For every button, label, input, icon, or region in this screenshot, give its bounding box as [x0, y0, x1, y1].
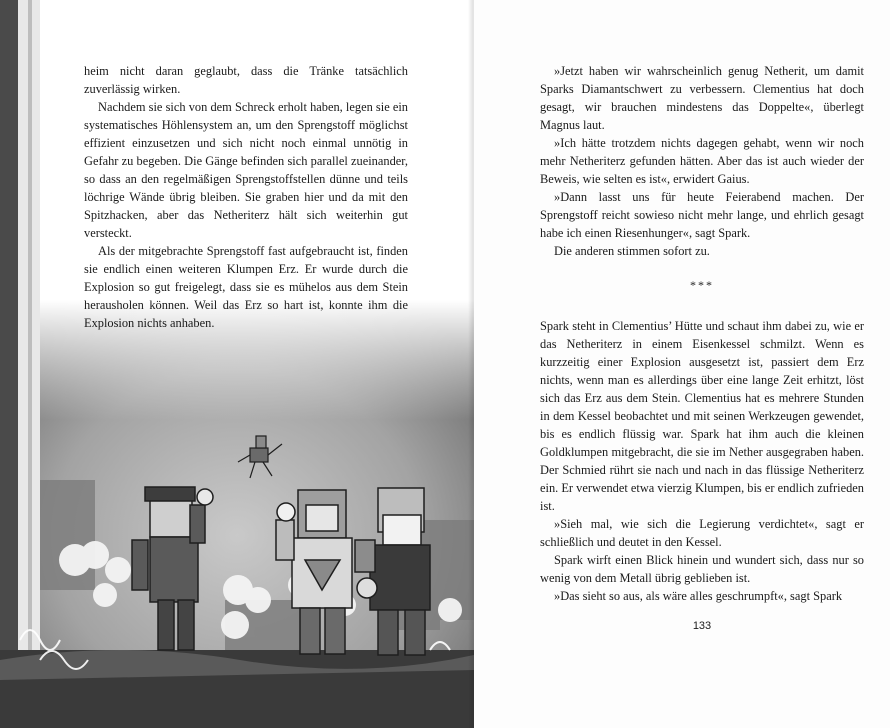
right-page-body-bottom [540, 317, 864, 605]
right-page-body-top [540, 62, 864, 260]
page-number: 133 [692, 620, 712, 632]
section-separator: *** [690, 278, 714, 292]
paragraph: Die anderen stimmen sofort zu. [554, 244, 710, 258]
paragraph: »Das sieht so aus, als wäre alles geschrumpft«, sagt Spark [554, 589, 843, 603]
paragraph: Spark steht in Clementius’ Hütte und schaut ihm dabei zu, wie er das Netheriterz in einem Eisenkessel schmilzt. Wenn es kurzzeitig einer Explosion ausgesetzt ist, passiert dem Erz nichts, wenn man es allerdings über eine lange Zeit erhitzt, löst sich das Erz aus dem Stein. Clementius hat es mehrere Stunden in dem Kessel beobachtet und mit seinen Werkzeugen gewendet, bis es endlich flüssig war. Spark hat ihm auch die kleinen Goldklumpen mitgebracht, die sie im Nether ausgegraben haben. Der Schmied rührt sie nach und nach in das flüssige Netheriterz ein. Er verwendet etwa vierzig Klumpen, bis er endlich zufrieden ist. [540, 319, 864, 513]
paragraph: heim nicht daran geglaubt, dass die Tränke tatsächlich zuverlässig wirken. [84, 64, 408, 96]
paragraph: »Jetzt haben wir wahrscheinlich genug Netherit, um damit Sparks Diamantschwert zu verbessern. Clementius hat doch gesagt, wir brauchen mindestens das Doppelte«, überlegt Magnus laut. [540, 64, 864, 132]
left-page-body [84, 62, 408, 332]
paragraph: »Ich hätte trotzdem nichts dagegen gehabt, wenn wir noch mehr Netheriterz gefunden hätten. Aber das ist auch wieder der Beweis, wie selten es ist«, erwidert Gaius. [540, 136, 864, 186]
paragraph: »Dann lasst uns für heute Feierabend machen. Der Sprengstoff reicht sowieso nicht mehr lange, und ehrlich gesagt habe ich einen Riesenhunger«, sagt Spark. [540, 190, 864, 240]
paragraph: Als der mitgebrachte Sprengstoff fast aufgebraucht ist, finden sie endlich einen weiteren Klumpen Erz. Er wurde durch die Explosion so gut freigelegt, dass sie es mühelos aus dem Stein herausholen können. Weil das Erz so hart ist, konnte ihm die Explosion nichts anhaben. [84, 244, 408, 330]
right-page [474, 0, 890, 728]
paragraph: Nachdem sie sich von dem Schreck erholt haben, legen sie ein systematisches Höhlensystem an, um den Sprengstoff möglichst effizient einzusetzen und sich nicht noch einmal unnötig in Gefahr zu begeben. Die Gänge befinden sich parallel zueinander, so dass an den regelmäßigen Sprengstoffstellen dünne und teils löchrige Wände übrig bleiben. Sie graben hier und da mit den Spitzhacken, aber das Netheriterz hält sich weiterhin gut versteckt. [84, 100, 408, 240]
paragraph: Spark wirft einen Blick hinein und wundert sich, dass nur so wenig von dem Metall übrig geblieben ist. [540, 553, 864, 585]
paragraph: »Sieh mal, wie sich die Legierung verdichtet«, sagt er schließlich und deutet in den Kessel. [540, 517, 864, 549]
